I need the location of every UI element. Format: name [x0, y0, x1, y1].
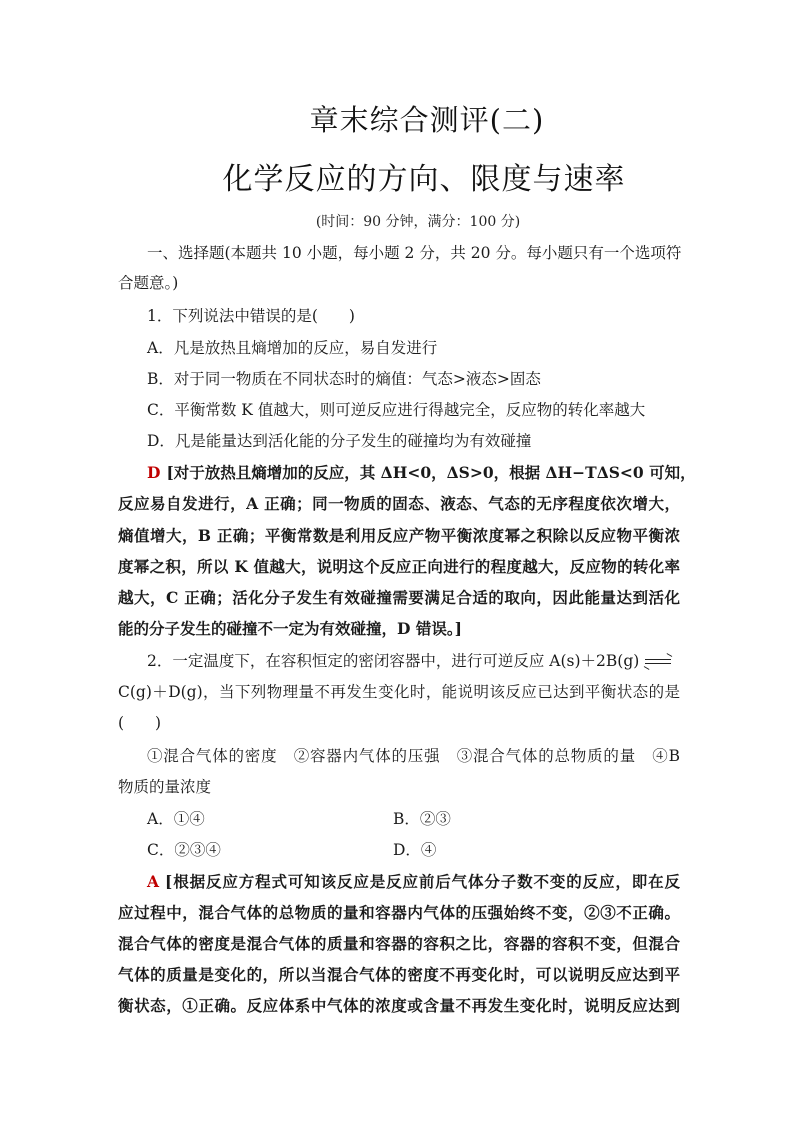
q1-option-b: B．对于同一物质在不同状态时的熵值：气态>液态>固态 [147, 370, 541, 388]
q1-explanation-line-5: 越大，C 正确；活化分子发生有效碰撞需要满足合适的取向，因此能量达到活化 [118, 588, 680, 607]
q2-option-b: B．②③ [393, 810, 451, 828]
q1-stem: 1．下列说法中错误的是( ) [147, 307, 355, 325]
q1-answer: D [147, 463, 161, 482]
q2-option-c: C．②③④ [147, 841, 221, 859]
q1-explanation-line-6: 能的分子发生的碰撞不一定为有效碰撞，D 错误。] [118, 619, 462, 638]
section-intro-line-1: 一、选择题(本题共 10 小题，每小题 2 分，共 20 分。每小题只有一个选项符 [147, 244, 682, 262]
q2-explanation-line-3: 混合气体的密度是混合气体的质量和容器的容积之比，容器的容积不变，但混合 [118, 934, 680, 953]
q2-option-a: A．①④ [147, 810, 205, 828]
chapter-title: 章末综合测评(二) [309, 103, 545, 137]
q2-option-d: D．④ [393, 841, 437, 859]
q2-explanation-line-4: 气体的质量是变化的，所以当混合气体的密度不再变化时，可以说明反应达到平 [118, 965, 680, 984]
q2-stem-line-2: C(g)＋D(g)，当下列物理量不再发生变化时，能说明该反应已达到平衡状态的是 [118, 683, 680, 701]
q2-stem-line-3: ( ) [118, 714, 162, 732]
q1-option-a: A．凡是放热且熵增加的反应，易自发进行 [147, 339, 438, 357]
q2-items-line-2: 物质的量浓度 [118, 778, 212, 796]
exam-meta: (时间：90 分钟，满分：100 分) [315, 214, 521, 230]
q1-explanation-line-3: 熵值增大，B 正确；平衡常数是利用反应产物平衡浓度幂之积除以反应物平衡浓 [118, 526, 680, 545]
q2-explanation-line-5: 衡状态，①正确。反应体系中气体的浓度或含量不再发生变化时，说明反应达到 [118, 996, 680, 1015]
q2-items-line-1: ①混合气体的密度 ②容器内气体的压强 ③混合气体的总物质的量 ④B [147, 747, 680, 765]
section-intro-line-2: 合题意。) [118, 274, 179, 292]
q1-explanation-line-1: D [对于放热且熵增加的反应，其 ΔH<0，ΔS>0，根据 ΔH−TΔS<0 可知， [147, 463, 696, 482]
q2-stem-line-1: 2．一定温度下，在容积恒定的密闭容器中，进行可逆反应 A(s)＋2B(g) [147, 649, 680, 671]
equilibrium-arrow-icon [645, 657, 671, 667]
q1-option-c: C．平衡常数 K 值越大，则可逆反应进行得越完全，反应物的转化率越大 [147, 401, 646, 419]
q1-option-d: D．凡是能量达到活化能的分子发生的碰撞均为有效碰撞 [147, 432, 532, 450]
q1-explanation-line-2: 反应易自发进行，A 正确；同一物质的固态、液态、气态的无序程度依次增大， [118, 494, 680, 513]
q2-explanation-line-2: 应过程中，混合气体的总物质的量和容器内气体的压强始终不变，②③不正确。 [118, 903, 680, 922]
chapter-subtitle: 化学反应的方向、限度与速率 [222, 162, 626, 197]
q2-answer: A [147, 872, 160, 891]
q2-explanation-line-1: A [根据反应方程式可知该反应是反应前后气体分子数不变的反应，即在反 [147, 872, 680, 891]
q1-explanation-line-4: 度幂之积，所以 K 值越大，说明这个反应正向进行的程度越大，反应物的转化率 [118, 557, 680, 576]
